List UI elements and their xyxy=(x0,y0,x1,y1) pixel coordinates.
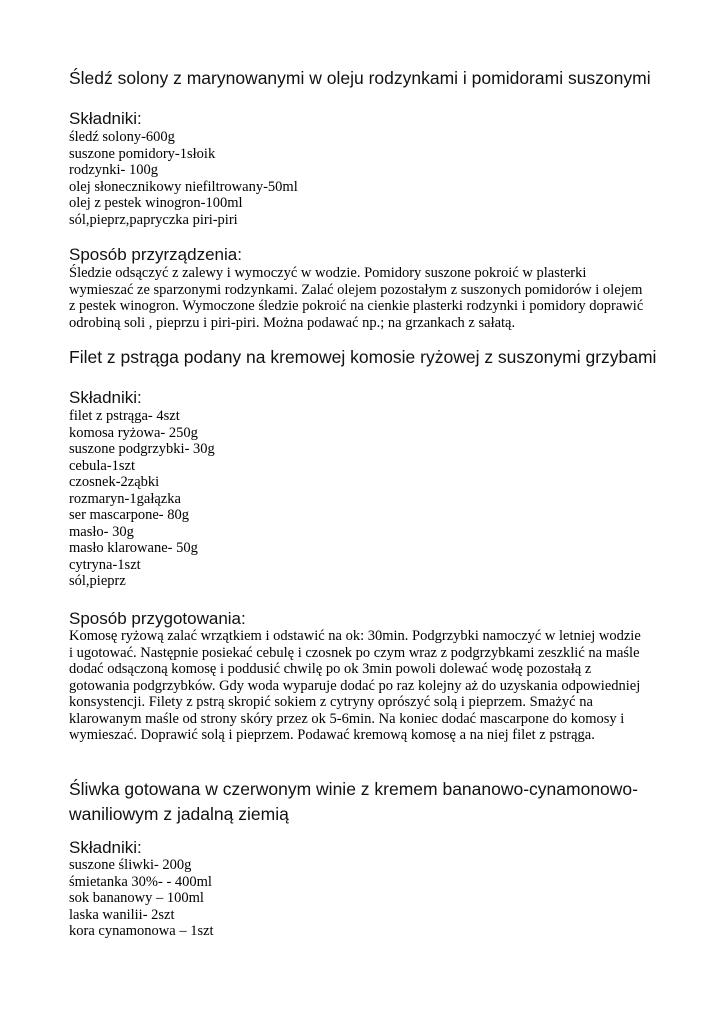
ingredient-item: filet z pstrąga- 4szt xyxy=(69,408,180,424)
method-line: wymieszać. Doprawić solą i pieprzem. Podawać kremową komosę a na niej filet z pstrąga. xyxy=(69,727,595,743)
ingredient-item: cebula-1szt xyxy=(69,457,136,474)
method-line: z pestek winogron. Wymoczone śledzie pokroić na cienkie plasterki rodzynki i pomidory doprawić xyxy=(69,298,644,314)
ingredient-item: olej słonecznikowy niefiltrowany-50ml xyxy=(69,178,298,195)
ingredient-item: śmietanka 30%- - 400ml xyxy=(69,873,212,890)
recipe-2-title: Filet z pstrąga podany na kremowej komosie ryżowej z suszonymi grzybami xyxy=(69,347,657,367)
ingredient-item: śledź solony-600g xyxy=(69,129,175,145)
ingredient-item: masło klarowane- 50g xyxy=(69,540,198,556)
method-line: gotowania podgrzybków. Gdy woda wyparuje dodać po raz kolejny aż do uzyskania odpowiedniej xyxy=(69,677,641,694)
method-line: klarowanym maśle od strony skóry przez ok 5-6min. Na koniec dodać mascarpone do komosy i xyxy=(69,710,625,727)
recipe-1-method-text xyxy=(69,265,659,331)
recipe-2-method-heading: Sposób przygotowania: xyxy=(69,609,246,628)
ingredient-item: olej z pestek winogron-100ml xyxy=(69,195,243,211)
method-line: konsystencji. Filety z pstrą skropić sokiem z cytryny oprószyć solą i pieprzem. Smażyć na xyxy=(69,694,593,710)
ingredient-item: komosa ryżowa- 250g xyxy=(69,424,198,441)
title-line: Śliwka gotowana w czerwonym winie z kremem bananowo-cynamonowo- xyxy=(69,779,638,799)
recipe-1-title: Śledź solony z marynowanymi w oleju rodzynkami i pomidorami suszonymi xyxy=(69,68,651,88)
recipe-2-ingredients-heading: Składniki: xyxy=(69,388,142,407)
ingredient-item: suszone podgrzybki- 30g xyxy=(69,441,215,457)
ingredient-item: sól,pieprz xyxy=(69,573,126,589)
method-line: dodać odsączoną komosę i poddusić chwilę po ok 3min powoli dolewać wodę pozostałą z xyxy=(69,661,592,677)
ingredient-item: czosnek-2ząbki xyxy=(69,474,160,490)
recipe-1-ingredients-heading: Składniki: xyxy=(69,109,142,128)
method-line: odrobiną soli , pieprzu i piri-piri. Można podawać np.; na grzankach z sałatą. xyxy=(69,314,516,331)
recipe-1-ingredients-list xyxy=(69,129,298,228)
ingredient-item: rodzynki- 100g xyxy=(69,162,158,178)
recipe-2-ingredients-list xyxy=(69,408,215,590)
method-line: Śledzie odsączyć z zalewy i wymoczyć w wodzie. Pomidory suszone pokroić w plasterki xyxy=(69,265,587,281)
recipe-3-ingredients-heading: Składniki: xyxy=(69,838,142,857)
ingredient-item: sok bananowy – 100ml xyxy=(69,890,204,906)
ingredient-item: laska wanilii- 2szt xyxy=(69,906,175,923)
ingredient-item: suszone pomidory-1słoik xyxy=(69,145,216,162)
method-line: Komosę ryżową zalać wrzątkiem i odstawić na ok: 30min. Podgrzybki namoczyć w letniej wodzie xyxy=(69,628,641,644)
recipe-3-title xyxy=(69,777,659,827)
title-line: waniliowym z jadalną ziemią xyxy=(69,804,289,824)
method-line: i ugotować. Następnie posiekać cebulę i czosnek po czym wraz z podgrzybkami zeszklić na maśle xyxy=(69,644,640,661)
ingredient-item: masło- 30g xyxy=(69,523,134,540)
ingredient-item: sól,pieprz,papryczka piri-piri xyxy=(69,211,238,228)
recipe-1-method-heading: Sposób przyrządzenia: xyxy=(69,245,242,264)
method-line: wymieszać ze sparzonymi rodzynkami. Zalać olejem pozostałym z suszonych pomidorów i olejem xyxy=(69,281,643,298)
ingredient-item: ser mascarpone- 80g xyxy=(69,507,189,523)
recipe-3-ingredients-list xyxy=(69,857,214,940)
ingredient-item: suszone śliwki- 200g xyxy=(69,857,192,873)
ingredient-item: cytryna-1szt xyxy=(69,556,141,573)
recipe-2-method-text xyxy=(69,628,659,744)
ingredient-item: kora cynamonowa – 1szt xyxy=(69,923,214,939)
ingredient-item: rozmaryn-1gałązka xyxy=(69,490,181,507)
